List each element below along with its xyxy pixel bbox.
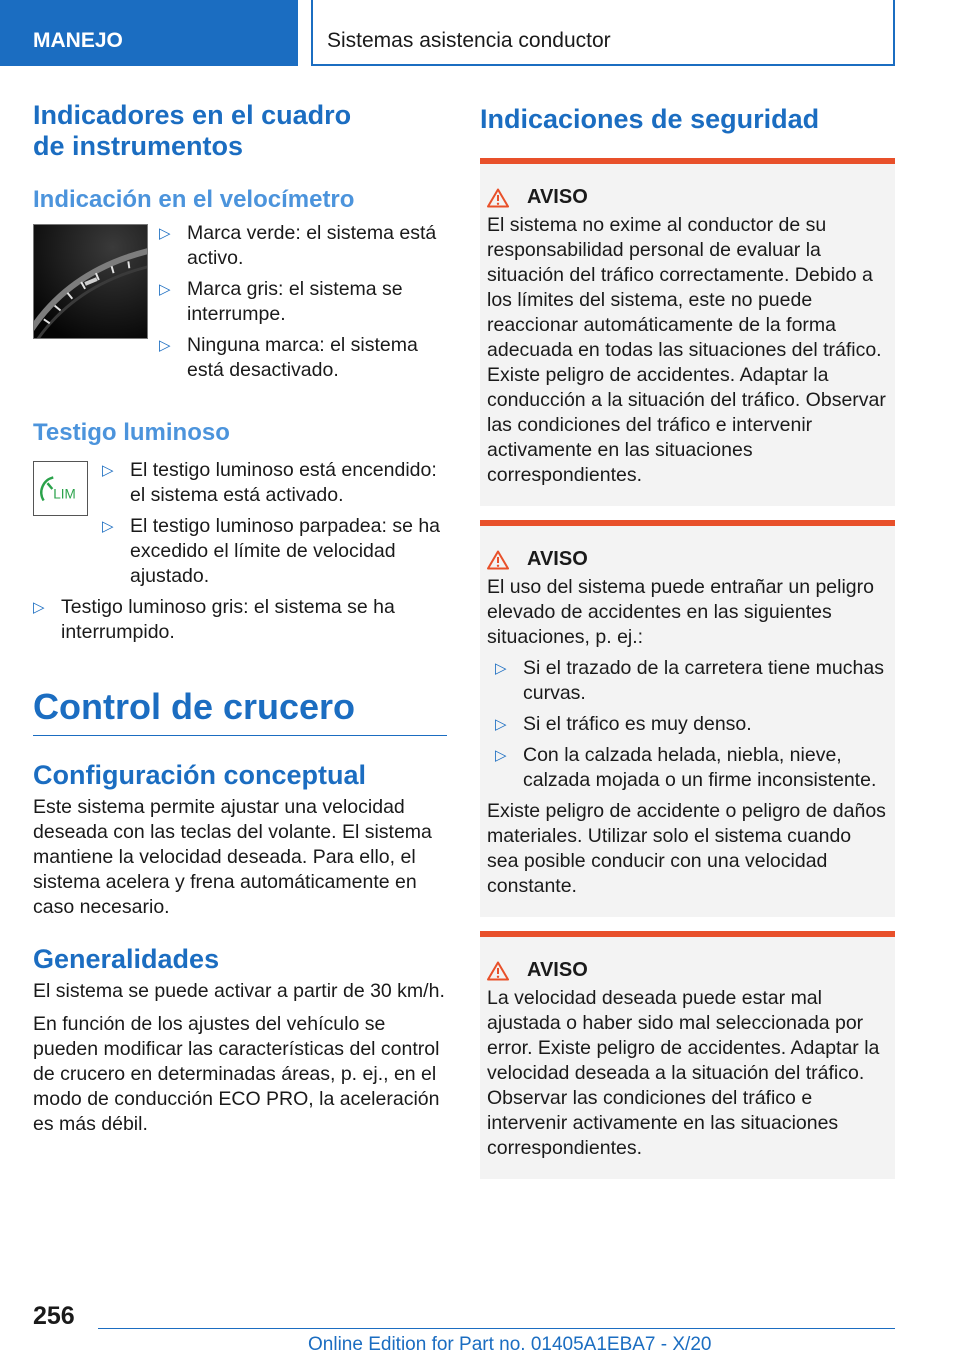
footer-divider — [98, 1328, 895, 1329]
triangle-bullet-icon: ▷ — [159, 225, 171, 242]
warning-outro: Existe peligro de accidente o peligro de daños materiales. Utilizar solo el sistema cuando sea posible conducir con una velocidad constante. — [487, 800, 886, 897]
topic-title: Indicadores en el cuadro de instrumentos — [33, 100, 352, 161]
list-item: ▷ El testigo luminoso parpadea: se ha excedido el límite de velocidad ajustado. — [102, 515, 441, 587]
safety-title: Indicaciones de seguridad — [480, 104, 820, 134]
triangle-bullet-icon: ▷ — [102, 518, 114, 535]
page-header — [0, 0, 960, 66]
concept-heading: Configuración conceptual — [33, 760, 367, 790]
lim-indicator-icon — [33, 461, 88, 516]
triangle-bullet-icon: ▷ — [495, 747, 507, 764]
chapter-title: Sistemas asistencia conductor — [311, 0, 895, 66]
warning-triangle-icon — [487, 550, 509, 570]
section-tab: MANEJO — [0, 0, 298, 66]
warning-label: AVISO — [527, 959, 588, 981]
warning-text: La velocidad deseada puede estar mal ajustada o haber sido mal seleccionada por error. Existe peligro de accidentes. Adaptar la velocidad deseada a la situación del tráfico. Observar las condiciones del tráfico e intervenir activamente en las situaciones correspondientes. — [487, 987, 880, 1159]
triangle-bullet-icon: ▷ — [102, 462, 114, 479]
warning-box — [480, 158, 895, 506]
warning-header — [487, 959, 887, 982]
main-chapter-title: Control de crucero — [33, 685, 447, 736]
list-item: ▷ Con la calzada helada, niebla, nieve, calzada mojada o un firme inconsistente. — [495, 744, 877, 791]
page-number: 256 — [33, 1302, 75, 1330]
indicator-lamp-section — [33, 461, 447, 589]
warning-label: AVISO — [527, 186, 588, 208]
triangle-bullet-icon: ▷ — [33, 599, 45, 616]
warning-header — [487, 548, 887, 571]
indicator-lamp-list — [102, 458, 447, 589]
warning-header — [487, 186, 887, 209]
edition-note: Online Edition for Part no. 01405A1EBA7 - X/20 — [308, 1334, 712, 1355]
list-item: ▷ Marca gris: el sistema se interrumpe. — [159, 278, 403, 325]
svg-text:LIM: LIM — [53, 486, 76, 502]
list-item: ▷ El testigo luminoso está encendido: el sistema está activado. — [102, 459, 437, 506]
general-text-2: En función de los ajustes del vehículo se pueden modificar las características del control de crucero en determinadas áreas, p. ej., en el modo de conducción ECO PRO, la aceleración es más débil. — [33, 1013, 440, 1135]
right-column — [480, 100, 895, 1179]
page-footer — [0, 1290, 960, 1362]
warning-label: AVISO — [527, 548, 588, 570]
list-item: ▷ Ninguna marca: el sistema está desactivado. — [159, 334, 418, 381]
speedometer-list — [159, 221, 447, 383]
warning-box — [480, 931, 895, 1179]
warning-triangle-icon — [487, 188, 509, 208]
concept-text: Este sistema permite ajustar una velocidad deseada con las teclas del volante. El sistema mantiene la velocidad deseada. Para ello, el sistema acelera y frena automáticamente en caso necesario. — [33, 796, 432, 918]
speedometer-image — [33, 224, 148, 339]
triangle-bullet-icon: ▷ — [159, 281, 171, 298]
indicator-lamp-heading: Testigo luminoso — [33, 419, 230, 446]
speedometer-heading: Indicación en el velocímetro — [33, 186, 355, 213]
list-item: ▷ Testigo luminoso gris: el sistema se ha interrumpido. — [33, 596, 395, 643]
warning-triangle-icon — [487, 961, 509, 981]
list-item: ▷ Si el trazado de la carretera tiene muchas curvas. — [495, 657, 884, 704]
triangle-bullet-icon: ▷ — [495, 716, 507, 733]
general-heading: Generalidades — [33, 944, 220, 974]
triangle-bullet-icon: ▷ — [159, 337, 171, 354]
warning-box — [480, 520, 895, 917]
triangle-bullet-icon: ▷ — [495, 660, 507, 677]
speedometer-section — [33, 224, 447, 383]
left-column — [33, 100, 447, 1137]
list-item: ▷ Marca verde: el sistema está activo. — [159, 222, 437, 269]
general-text-1: El sistema se puede activar a partir de 30 km/h. — [33, 980, 445, 1002]
warning-text: El sistema no exime al conductor de su responsabilidad personal de evaluar la situación del tráfico correctamente. Debido a los límites del sistema, este no puede reaccionar automáticamente de la forma adecuada en todas las situaciones del tráfico. Existe peligro de accidentes. Adaptar la conducción a la situación del tráfico. Observar las condiciones del tráfico e intervenir activamente en las situaciones correspondientes. — [487, 214, 886, 486]
list-item: ▷ Si el tráfico es muy denso. — [495, 713, 752, 735]
warning-intro: El uso del sistema puede entrañar un peligro elevado de accidentes en las siguientes situaciones, p. ej.: — [487, 576, 874, 648]
